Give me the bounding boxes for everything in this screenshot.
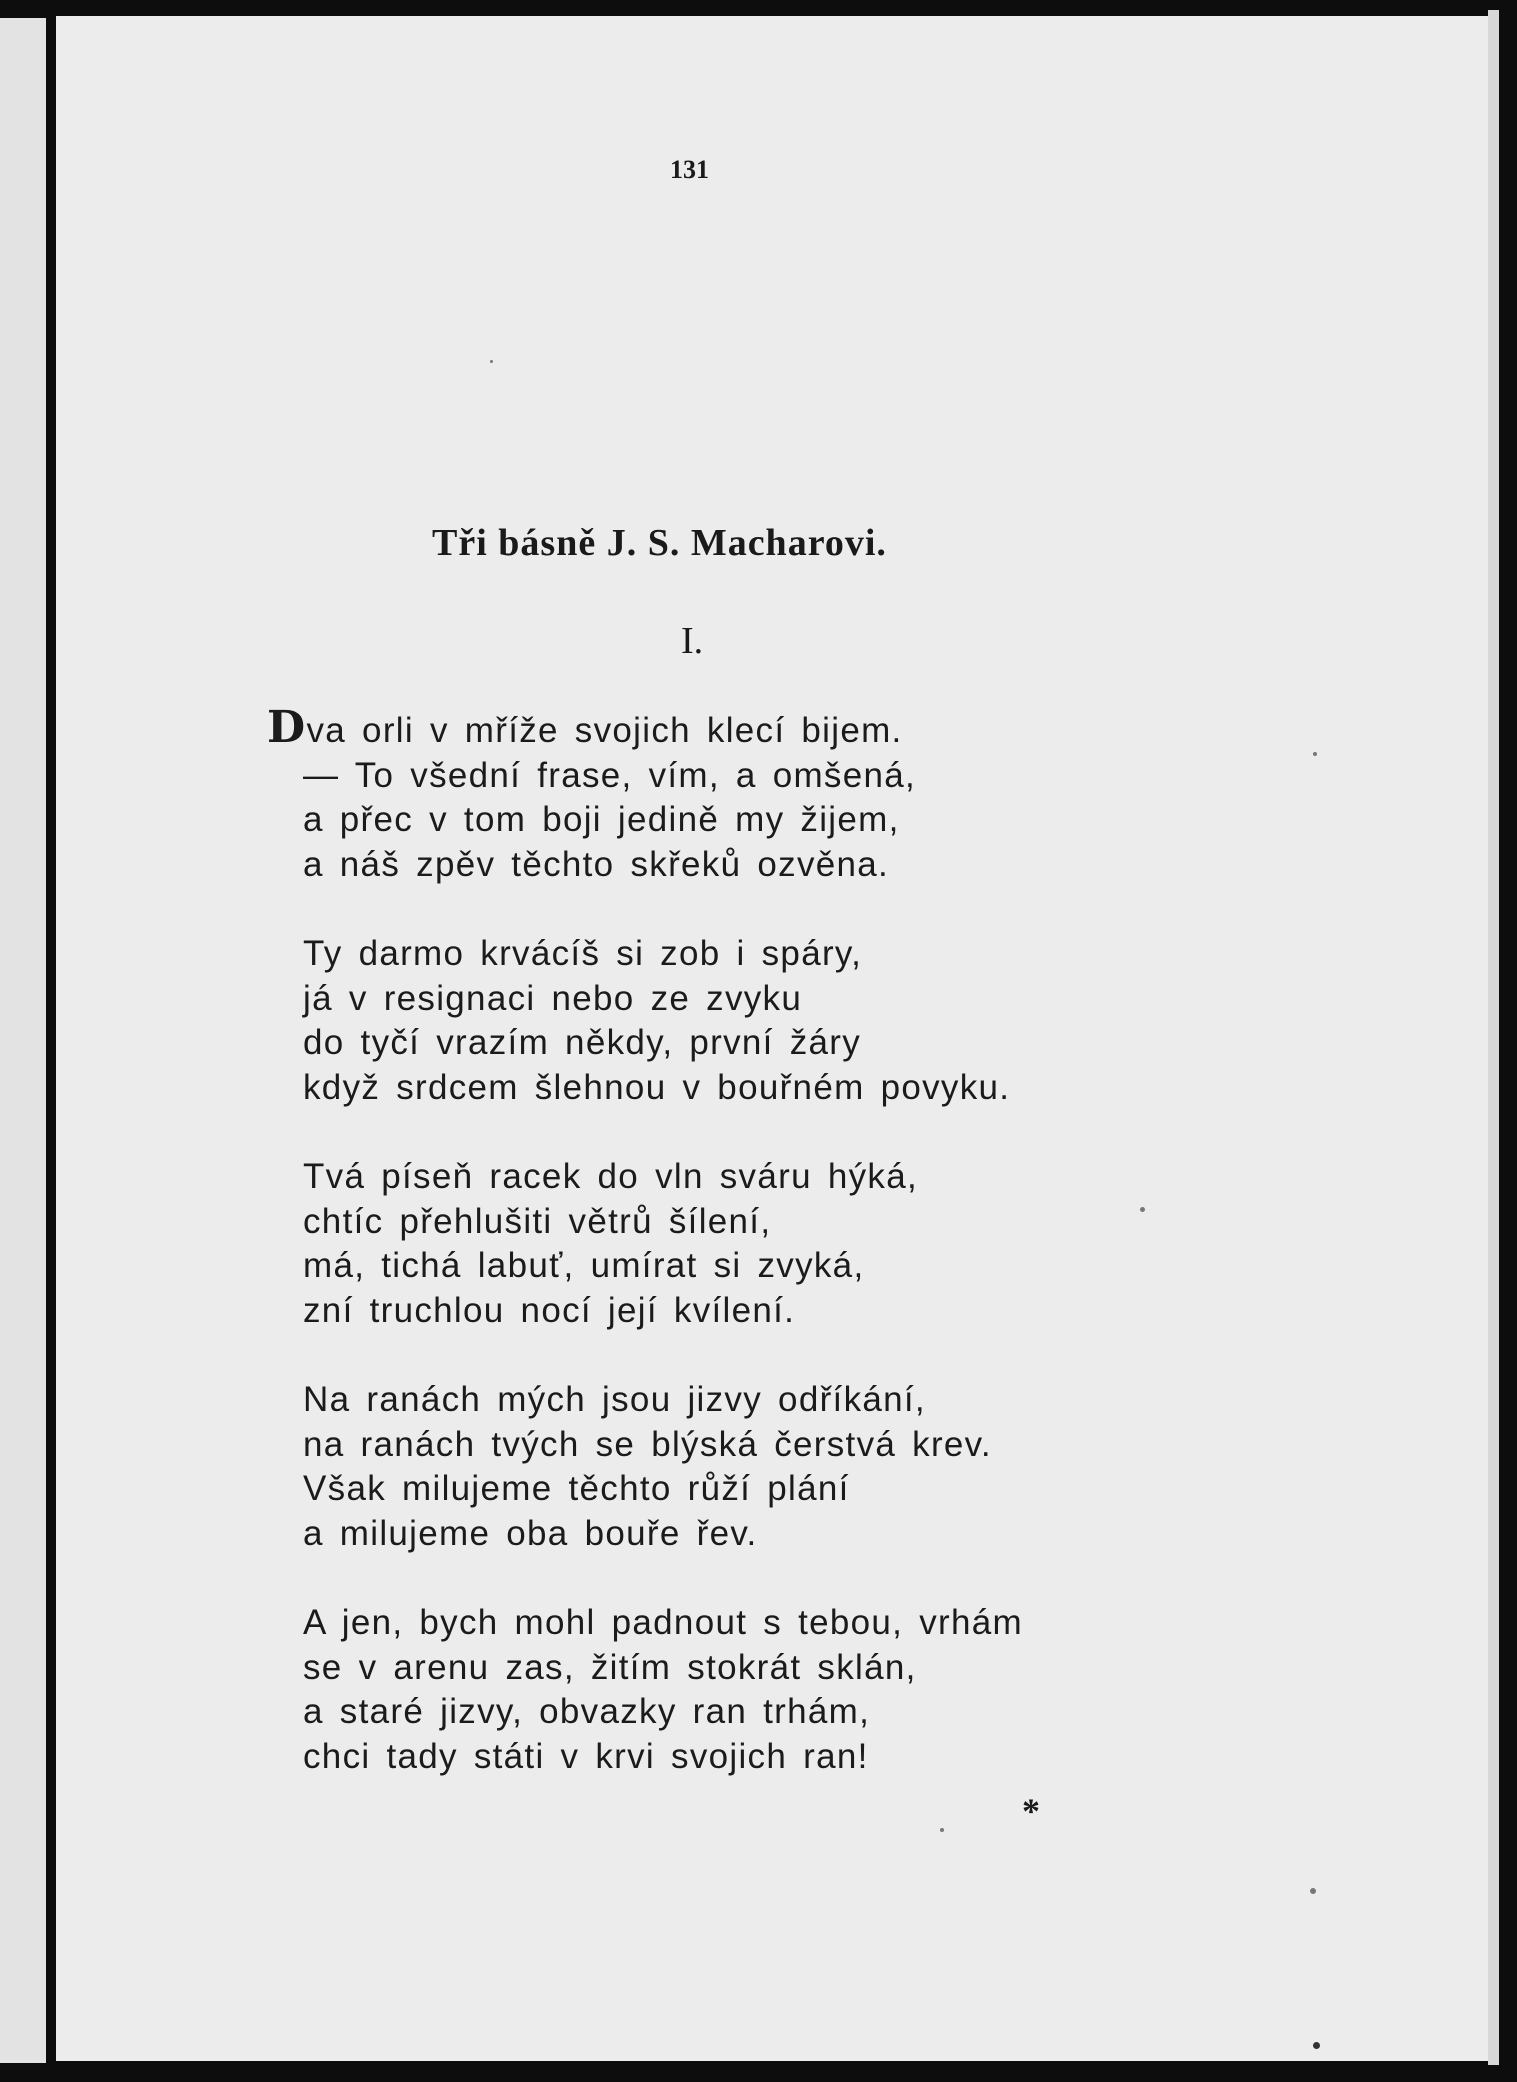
page-edge-right bbox=[1488, 10, 1499, 2065]
poem-line-text: va orli v mříže svojich klecí bijem. bbox=[306, 711, 903, 750]
stanza bbox=[267, 702, 1163, 887]
scan-speck bbox=[940, 1828, 944, 1832]
scan-speck bbox=[1313, 752, 1317, 756]
section-number: I. bbox=[681, 620, 704, 662]
scan-speck bbox=[490, 360, 493, 363]
scan-speck bbox=[1313, 2042, 1320, 2049]
poem-line: má, tichá labuť, umírat si zvyká, bbox=[303, 1246, 865, 1285]
stanza bbox=[303, 1155, 1163, 1333]
poem-line: se v arenu zas, žitím stokrát sklán, bbox=[303, 1647, 917, 1687]
page-number: 131 bbox=[670, 155, 709, 184]
poem-line: když srdcem šlehnou v bouřném povyku. bbox=[303, 1067, 1011, 1107]
poem-line: a přec v tom boji jedině my žijem, bbox=[303, 800, 900, 839]
poem-line: chci tady státi v krvi svojich ran! bbox=[303, 1736, 869, 1776]
scan-speck bbox=[1310, 1888, 1316, 1894]
poem bbox=[267, 702, 1163, 1824]
stanza bbox=[303, 1601, 1163, 1779]
facing-page-edge bbox=[0, 18, 46, 2063]
poem-line: a náš zpěv těchto skřeků ozvěna. bbox=[303, 844, 890, 884]
poem-line: Tvá píseň racek do vln sváru hýká, bbox=[303, 1157, 919, 1196]
dropcap-letter: D bbox=[267, 702, 307, 753]
poem-line: na ranách tvých se blýská čerstvá krev. bbox=[303, 1424, 992, 1464]
poem-line: do tyčí vrazím někdy, první žáry bbox=[303, 1023, 862, 1062]
poem-line: a staré jizvy, obvazky ran trhám, bbox=[303, 1692, 871, 1731]
poem-line: — To všední frase, vím, a omšená, bbox=[303, 755, 917, 795]
scan-speck bbox=[1140, 1207, 1145, 1212]
stanza bbox=[303, 1378, 1163, 1556]
poem-line bbox=[267, 702, 1163, 754]
poem-line: chtíc přehlušiti větrů šílení, bbox=[303, 1201, 772, 1241]
asterisk-ornament: * bbox=[1022, 1791, 1040, 1831]
poem-line: Na ranách mých jsou jizvy odříkání, bbox=[303, 1380, 926, 1419]
page-title: Tři básně J. S. Macharovi. bbox=[432, 522, 887, 564]
poem-line: zní truchlou nocí její kvílení. bbox=[303, 1290, 796, 1330]
poem-line: já v resignaci nebo ze zvyku bbox=[303, 978, 803, 1018]
stanza bbox=[303, 932, 1163, 1110]
poem-line: Ty darmo krvácíš si zob i spáry, bbox=[303, 934, 863, 973]
poem-line: A jen, bych mohl padnout s tebou, vrhám bbox=[303, 1603, 1023, 1642]
poem-line: Však milujeme těchto růží plání bbox=[303, 1469, 850, 1508]
poem-line: a milujeme oba bouře řev. bbox=[303, 1513, 758, 1553]
